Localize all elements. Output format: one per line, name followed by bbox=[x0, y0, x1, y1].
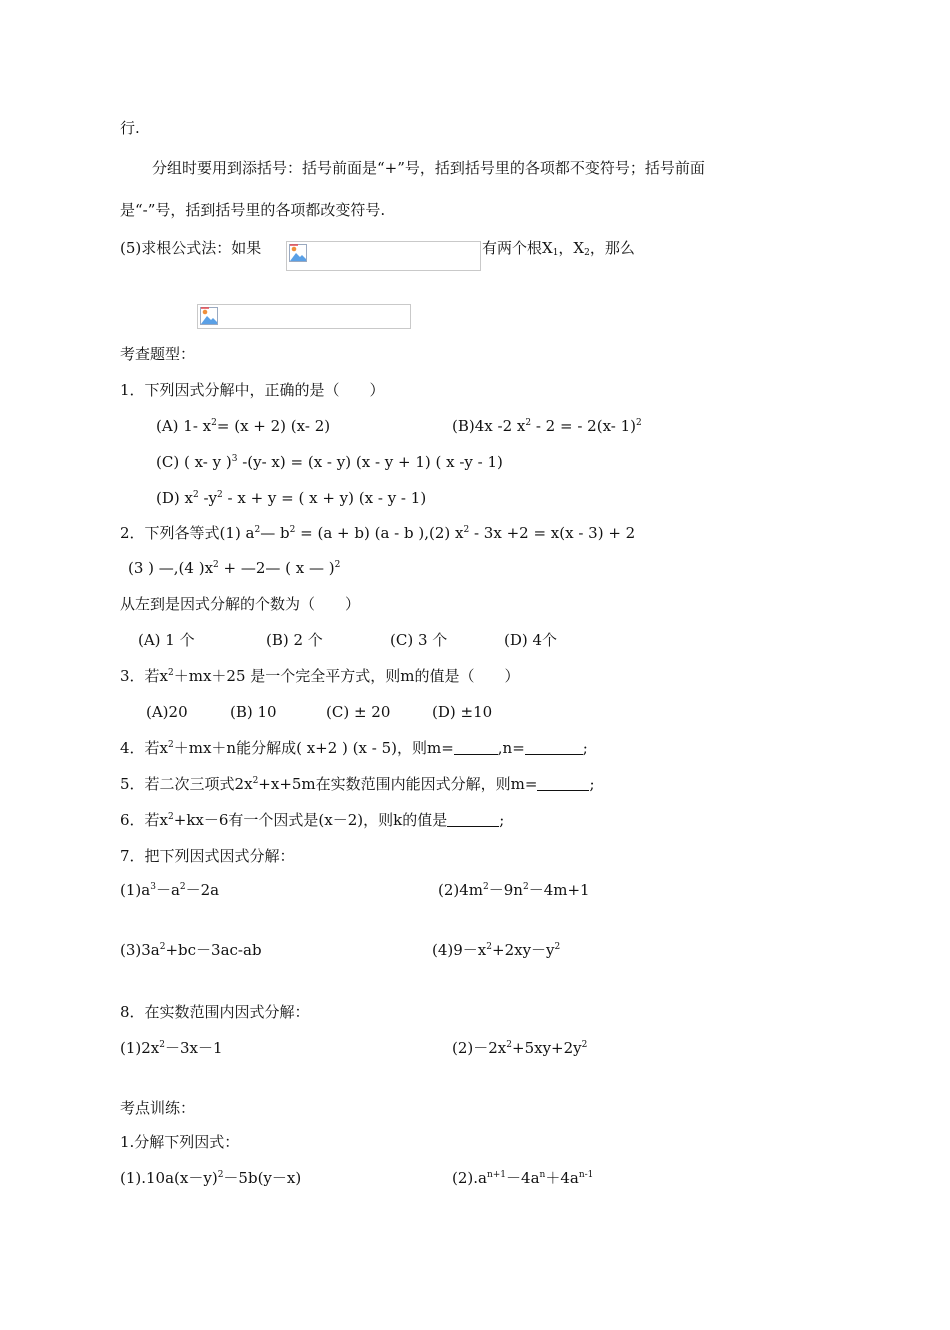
question-4: 4．若$x^2+mx+n$能分解成( x+2 ) (x - 5)，则m= ,n= ; bbox=[120, 739, 588, 757]
section-heading-training: 考点训练： bbox=[120, 1099, 196, 1117]
intro-line-2: 分组时要用到添括号：括号前面是“+”号，括到括号里的各项都不变符号；括号前面 bbox=[152, 159, 705, 177]
question-2-line-1: 2．下列各等式(1) $a^2—$ $b^2 = (a + b)$ (a - b ),(2) $x^2 - 3x +2 = x(x - 3) + 2$ bbox=[120, 524, 636, 542]
question-3-stem: 3．若$x^2+mx+25$ 是一个完全平方式，则m的值是（ ） bbox=[120, 667, 520, 685]
intro-formula-roots: 有两个根$X_1$，$X_2$，那么 bbox=[482, 239, 635, 258]
formula-image-placeholder bbox=[286, 241, 481, 271]
answer-blank[interactable] bbox=[537, 775, 589, 791]
section-heading-exam-types: 考查题型： bbox=[120, 345, 196, 363]
answer-blank[interactable] bbox=[525, 739, 583, 755]
question-3-option-b: (B) 10 bbox=[230, 703, 277, 721]
question-3-option-c: (C) ± 20 bbox=[326, 703, 391, 721]
question-7-part-3: $(3)3a^2+bc-3ac-ab$ bbox=[120, 941, 262, 959]
question-1-option-b: (B)4x -2 $x^2 - 2$ = - 2(x- 1)$^2$ bbox=[452, 417, 642, 435]
question-2-line-3: 从左到是因式分解的个数为（ ） bbox=[120, 595, 361, 613]
question-1-option-a: (A) 1- $x^2= (x + 2)$ (x- 2) bbox=[156, 417, 331, 435]
question-3-option-d: (D) ±10 bbox=[432, 703, 493, 721]
formula-image-placeholder-2 bbox=[197, 304, 411, 329]
training-1-part-1: $(1).10a(x-y)^2-5b(y-x)$ bbox=[120, 1169, 302, 1187]
question-8-part-1: $(1)2x^2-3x-1$ bbox=[120, 1039, 223, 1057]
question-2-option-a: (A) 1 个 bbox=[138, 631, 195, 649]
question-1-stem: 1．下列因式分解中，正确的是（ ） bbox=[120, 381, 385, 399]
answer-blank[interactable] bbox=[454, 739, 498, 755]
question-5: 5．若二次三项式$2x^2+x+5m$在实数范围内能因式分解，则m= ; bbox=[120, 775, 595, 793]
question-8-stem: 8．在实数范围内因式分解： bbox=[120, 1003, 310, 1021]
question-3-option-a: (A)20 bbox=[146, 703, 188, 721]
broken-image-icon bbox=[289, 244, 307, 262]
intro-line-3: 是“-”号，括到括号里的各项都改变符号. bbox=[120, 201, 386, 219]
training-1-part-2: $(2).a^{n+1}-4a^n+4a^{n-1}$ bbox=[452, 1169, 594, 1187]
training-1-stem: 1.分解下列因式： bbox=[120, 1133, 240, 1151]
question-7-part-4: $(4)9-x^2+2xy-y^2$ bbox=[432, 941, 561, 959]
broken-image-icon bbox=[200, 307, 218, 325]
question-1-option-d: (D) $x^2$ $-y^2 - x + y$ = ( x + y) (x - y - 1) bbox=[156, 489, 427, 507]
question-2-line-2: (3 ) —,(4 )$x^2$ + —2— ( x — )$^2$ bbox=[128, 559, 341, 577]
question-2-option-d: (D) 4个 bbox=[504, 631, 558, 649]
question-1-option-c: (C) ( x- y )$^3$ -(y- x) = (x - y) (x - y + 1) ( x -y - 1) bbox=[156, 453, 503, 471]
question-6: 6．若$x^2+kx-6$有一个因式是(x－2)，则k的值是 ; bbox=[120, 811, 505, 829]
question-7-stem: 7．把下列因式因式分解： bbox=[120, 847, 295, 865]
question-2-option-c: (C) 3 个 bbox=[390, 631, 448, 649]
question-7-part-2: $(2)4m^2-9n^2-4m+1$ bbox=[438, 881, 590, 899]
question-7-part-1: $(1)a^3-a^2-2a$ bbox=[120, 881, 220, 899]
question-2-option-b: (B) 2 个 bbox=[266, 631, 323, 649]
intro-formula-label: (5)求根公式法：如果 bbox=[120, 239, 262, 257]
intro-line-1: 行. bbox=[120, 119, 140, 137]
answer-blank[interactable] bbox=[447, 811, 499, 827]
question-8-part-2: $(2)-2x^2+5xy+2y^2$ bbox=[452, 1039, 588, 1057]
